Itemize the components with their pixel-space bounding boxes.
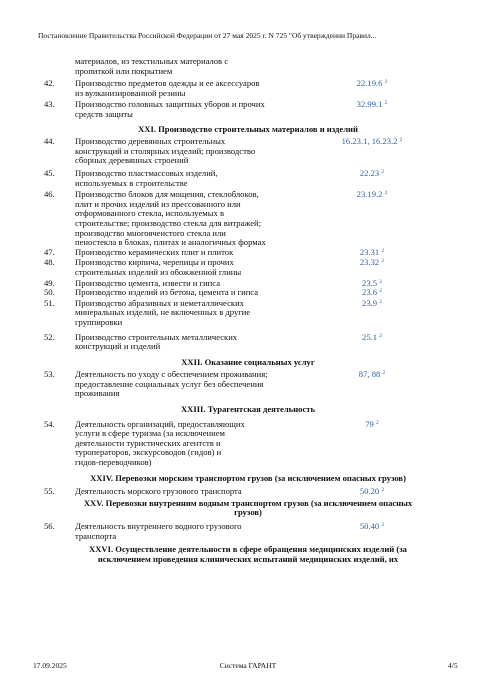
table-row xyxy=(0,258,496,277)
okved-code-link[interactable] xyxy=(318,137,426,147)
row-number: 53. xyxy=(44,369,55,380)
activity-description: Производство деревянных строительных конструкций и столярных изделий; производство сборных деревянных строений xyxy=(75,136,256,166)
footnote-marker[interactable]: 2 xyxy=(399,137,403,144)
activity-description: материалов, из текстильных материалов с пропиткой или покрытием xyxy=(75,56,229,76)
activity-description: Деятельность морского грузового транспорта xyxy=(75,486,242,497)
section-heading: XXII. Оказание социальных услуг xyxy=(181,356,315,367)
section-heading: XXIII. Турагентская деятельность xyxy=(180,404,316,415)
footer-date: 17.09.2025 xyxy=(33,661,67,670)
okved-code[interactable]: 50.20 xyxy=(359,486,380,497)
activity-description: Производство предметов одежды и ее аксессуаров из вулканизированной резины xyxy=(75,78,260,98)
footnote-marker[interactable]: 2 xyxy=(381,522,385,529)
okved-code[interactable]: 22.23 xyxy=(359,167,380,178)
table-row xyxy=(0,288,496,298)
row-number: 46. xyxy=(44,189,55,200)
table-row xyxy=(0,79,496,98)
okved-code[interactable]: 16.23.1, 16.23.2 xyxy=(341,136,398,147)
footnote-marker[interactable]: 2 xyxy=(381,258,385,265)
table-row xyxy=(0,57,496,76)
table-row xyxy=(0,248,496,258)
document-body xyxy=(0,57,496,564)
activity-description: Производство цемента, извести и гипса xyxy=(75,277,221,288)
okved-code-link[interactable] xyxy=(318,248,426,258)
row-number: 54. xyxy=(44,418,55,429)
activity-description: Производство керамических плит и плиток xyxy=(75,246,234,257)
activity-description: Производство абразивных и неметаллических минеральных изделий, не включенных в другие группировки xyxy=(75,297,251,327)
row-number: 44. xyxy=(44,136,55,147)
row-number: 48. xyxy=(44,257,55,268)
okved-code-link[interactable] xyxy=(318,487,426,497)
okved-code[interactable]: 23.32 xyxy=(359,257,380,268)
table-row xyxy=(0,190,496,248)
activity-description: Производство пластмассовых изделий, используемых в строительстве xyxy=(75,167,218,188)
okved-code-link[interactable] xyxy=(318,79,426,89)
okved-code-link[interactable] xyxy=(318,258,426,268)
activity-description: Производство блоков для мощения, стеклоблоков, плит и прочих изделий из прессованного или отформованного стекла, используемых в строительстве; производство стекла для витражей; производство многоячеистого стекла или пеностекла в блоках, плитах и аналогичных формах xyxy=(75,189,266,248)
okved-code-link[interactable] xyxy=(318,333,426,343)
footnote-marker[interactable]: 2 xyxy=(384,79,388,86)
okved-code-link[interactable] xyxy=(318,370,426,380)
table-row xyxy=(0,299,496,328)
row-number: 56. xyxy=(44,521,55,532)
document-header-title: Постановление Правительства Российской Федерации от 27 мая 2025 г. N 725 "Об утверждении Правил... xyxy=(38,31,377,40)
section-heading: XXVI. Осуществление деятельности в сфере обращения медицинских изделий (за исключением проведения клинических испытаний медицинских изделий, их xyxy=(89,544,407,564)
okved-code[interactable]: 23.19.2 xyxy=(356,189,383,200)
okved-code[interactable]: 87, 88 xyxy=(358,369,381,380)
table-row xyxy=(0,522,496,541)
activity-description: Деятельность организаций, предоставляющих услуги в сфере туризма (за исключением деятельности туристических агентств и туроператоров, экскурсоводов (гидов) и гидов-переводчиков) xyxy=(75,418,245,468)
okved-code-link[interactable] xyxy=(318,190,426,200)
row-number: 52. xyxy=(44,331,55,342)
row-number: 50. xyxy=(44,287,55,298)
row-number: 42. xyxy=(44,78,55,89)
okved-code[interactable]: 25.1 xyxy=(362,331,378,342)
footnote-marker[interactable]: 2 xyxy=(376,419,379,426)
table-row xyxy=(0,333,496,352)
activity-description: Производство кирпича, черепицы и прочих строительных изделий из обожженной глины xyxy=(75,257,242,277)
okved-code[interactable]: 23.31 xyxy=(359,246,380,257)
footer-system-name: Система ГАРАНТ xyxy=(219,661,277,670)
footnote-marker[interactable]: 2 xyxy=(379,332,382,339)
okved-code[interactable]: 23.6 xyxy=(362,287,378,298)
footer-page-number: 4/5 xyxy=(448,661,458,670)
row-number: 45. xyxy=(44,167,55,178)
footnote-marker[interactable]: 2 xyxy=(384,100,388,107)
okved-code[interactable]: 23.9 xyxy=(362,297,378,308)
footnote-marker[interactable]: 2 xyxy=(382,370,386,377)
footnote-marker[interactable]: 2 xyxy=(384,190,388,197)
table-row xyxy=(0,100,496,119)
row-number: 51. xyxy=(44,297,55,308)
footnote-marker[interactable]: 2 xyxy=(381,168,385,175)
activity-description: Производство головных защитных уборов и прочих средств защиты xyxy=(75,99,265,119)
footnote-marker[interactable]: 2 xyxy=(381,247,385,254)
row-number: 49. xyxy=(44,277,55,288)
okved-code-link[interactable] xyxy=(318,299,426,309)
activity-description: Деятельность по уходу с обеспечением проживания; предоставление социальных услуг без обеспечения проживания xyxy=(75,369,268,399)
footnote-marker[interactable]: 2 xyxy=(379,278,382,285)
okved-code[interactable]: 79 xyxy=(365,418,374,429)
table-row xyxy=(0,370,496,399)
okved-code-link[interactable] xyxy=(318,522,426,532)
okved-code[interactable]: 22.19.6 xyxy=(356,78,383,89)
table-row xyxy=(0,137,496,166)
okved-code-link[interactable] xyxy=(318,169,426,179)
section-heading: XXI. Производство строительных материалов и изделий xyxy=(138,123,358,134)
table-row xyxy=(0,169,496,188)
section-heading: XXIV. Перевозки морским транспортом грузов (за исключением опасных грузов) xyxy=(90,472,406,483)
table-row xyxy=(0,420,496,468)
row-number: 47. xyxy=(44,246,55,257)
section-heading: XXV. Перевозки внутренним водным транспортом грузов (за исключением опасных грузов) xyxy=(83,497,413,518)
footnote-marker[interactable]: 2 xyxy=(381,487,385,494)
footnote-marker[interactable]: 2 xyxy=(379,288,382,295)
okved-code[interactable]: 50.40 xyxy=(359,521,380,532)
okved-code[interactable]: 23.5 xyxy=(362,277,378,288)
okved-code-link[interactable] xyxy=(318,100,426,110)
row-number: 55. xyxy=(44,486,55,497)
activity-description: Деятельность внутреннего водного грузового транспорта xyxy=(75,521,242,541)
footnote-marker[interactable]: 2 xyxy=(379,298,382,305)
table-row xyxy=(0,487,496,497)
okved-code[interactable]: 32.99.1 xyxy=(356,99,383,110)
okved-code-link[interactable] xyxy=(318,420,426,430)
okved-code-link[interactable] xyxy=(318,288,426,298)
activity-description: Производство строительных металлических конструкций и изделий xyxy=(75,331,238,352)
activity-description: Производство изделий из бетона, цемента и гипса xyxy=(75,287,259,298)
row-number: 43. xyxy=(44,99,55,110)
